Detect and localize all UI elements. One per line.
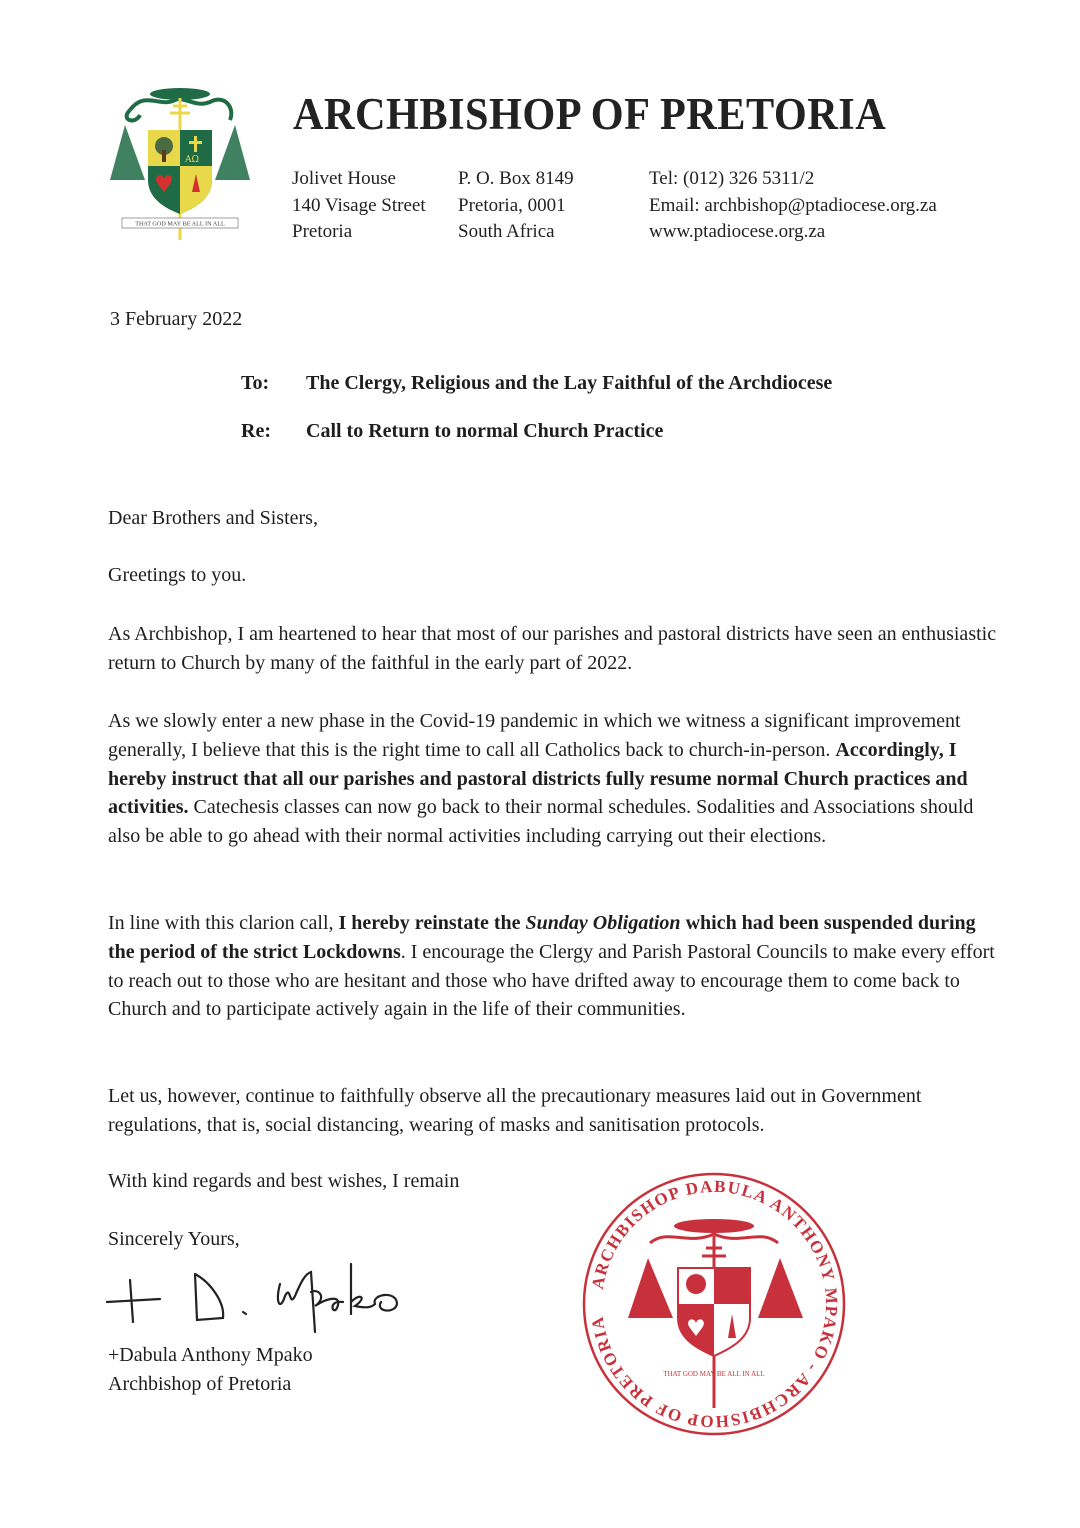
left-tassels-icon — [110, 125, 145, 180]
to-label: To: — [241, 372, 270, 394]
paragraph-2-text: As we slowly enter a new phase in the Covid-19 pandemic in which we witness a significant improvement generally, I believe that this is the right time to call all Catholics back to church-in-person. — [108, 710, 961, 761]
paragraph-4: Let us, however, continue to faithfully observe all the precautionary measures laid out in Government regulations, that is, social distancing, wearing of masks and sanitisation protocols. — [108, 1085, 922, 1136]
signatory-position: Archbishop of Pretoria — [108, 1373, 292, 1395]
paragraph-1: As Archbishop, I am heartened to hear that most of our parishes and pastoral districts have seen an enthusiastic return to Church by many of the faithful in the early part of 2022. — [108, 623, 997, 674]
paragraph-3-text-cont: . I encourage the Clergy and Parish Pastoral Councils to make every effort to reach out to those who are hesitant and those who have drifted away to encourage them to come back to Church and to participate actively again in the life of their communities. — [108, 940, 995, 1021]
paragraph-2 — [108, 707, 998, 851]
greeting: Greetings to you. — [108, 564, 247, 586]
paragraph-2-instruction: Accordingly, I hereby instruct that all our parishes and pastoral districts fully resume normal Church practices and activities. — [108, 738, 968, 819]
svg-text:AΩ: AΩ — [185, 155, 199, 165]
paragraph-3-text: In line with this clarion call, — [108, 912, 339, 934]
letterhead-title: ARCHBISHOP OF PRETORIA — [293, 89, 887, 139]
paragraph-3 — [108, 909, 998, 1024]
address-line: Pretoria — [292, 221, 353, 242]
address-column-postal — [458, 166, 574, 246]
address-line: 140 Visage Street — [292, 194, 426, 216]
coat-of-arms-logo — [100, 80, 260, 250]
shield-icon — [148, 130, 212, 214]
valediction: Sincerely Yours, — [108, 1228, 240, 1250]
seal-hat-icon — [674, 1219, 754, 1233]
email-link[interactable]: Email: archbishop@ptadiocese.org.za — [649, 194, 937, 216]
paragraph-2-text-cont: Catechesis classes can now go back to their normal schedules. Sodalities and Associations should also be able to go ahead with their normal activities including carrying out their elections. — [108, 796, 974, 848]
address-line: P. O. Box 8149 — [458, 168, 574, 189]
motto-banner — [122, 218, 238, 228]
signatory-name: +Dabula Anthony Mpako — [108, 1344, 313, 1366]
official-seal-stamp — [578, 1168, 850, 1440]
website-link[interactable]: www.ptadiocese.org.za — [649, 221, 826, 242]
address-line: Pretoria, 0001 — [458, 194, 566, 216]
paragraph-3-bold: I hereby reinstate the — [338, 912, 526, 934]
closing-line: With kind regards and best wishes, I remain — [108, 1170, 460, 1192]
seal-shield-icon — [678, 1268, 750, 1356]
right-tassels-icon — [215, 125, 250, 180]
letter-date: 3 February 2022 — [110, 308, 243, 330]
address-line: Jolivet House — [292, 168, 396, 189]
paragraph-3-bold-cont: which had been suspended during the period of the strict Lockdowns — [108, 912, 976, 963]
handwritten-signature — [105, 1262, 475, 1342]
seal-right-tassels-icon — [758, 1258, 803, 1318]
address-line: South Africa — [458, 221, 555, 242]
seal-left-tassels-icon — [628, 1258, 673, 1318]
re-label: Re: — [241, 420, 271, 442]
contact-column — [649, 166, 937, 246]
svg-text:THAT GOD MAY BE ALL IN ALL: THAT GOD MAY BE ALL IN ALL — [135, 220, 225, 228]
re-value: Call to Return to normal Church Practice — [306, 420, 664, 442]
sunday-obligation: Sunday Obligation — [525, 912, 681, 934]
seal-ring-text: ARCHBISHOP DABULA ANTHONY MPAKO - ARCHBISHOP OF PRETORIA — [587, 1176, 842, 1432]
address-column-street — [292, 166, 426, 246]
telephone: Tel: (012) 326 5311/2 — [649, 168, 815, 189]
seal-motto: THAT GOD MAY BE ALL IN ALL — [663, 1370, 765, 1378]
salutation: Dear Brothers and Sisters, — [108, 507, 318, 529]
to-value: The Clergy, Religious and the Lay Faithful of the Archdiocese — [306, 372, 833, 394]
